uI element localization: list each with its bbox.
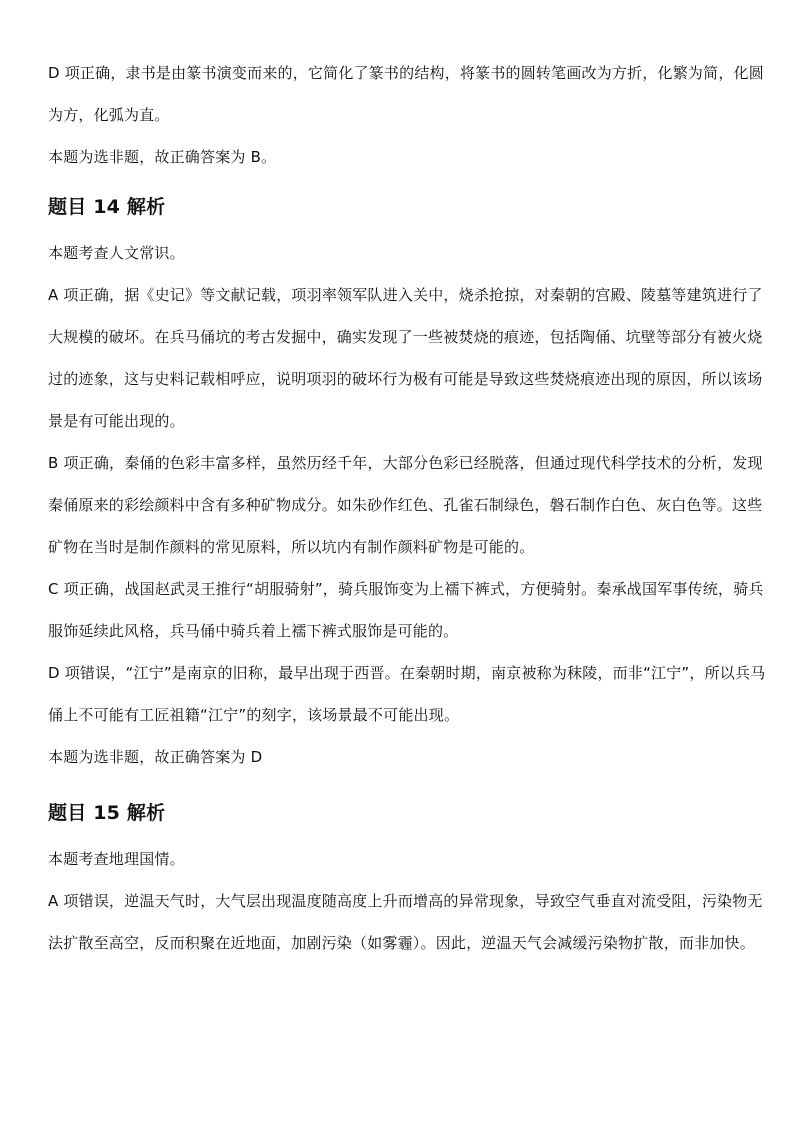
paragraph-answer-q13: 本题为选非题，故正确答案为 B。 (48, 148, 277, 166)
document-page (48, 52, 768, 964)
paragraph-option-d-q14: D 项错误，“江宁”是南京的旧称，最早出现于西晋。在秦朝时期，南京被称为秣陵，而非“江宁”，所以兵马俑上不可能有工匠祖籍“江宁”的刻字，该场景最不可能出现。 (48, 664, 766, 724)
paragraph-topic-q15: 本题考查地理国情。 (48, 850, 185, 868)
paragraph-option-c-q14: C 项正确，战国赵武灵王推行“胡服骑射”，骑兵服饰变为上襦下裤式，方便骑射。秦承战国军事传统，骑兵服饰延续此风格，兵马俑中骑兵着上襦下裤式服饰是可能的。 (48, 580, 764, 640)
paragraph-option-b-q14: B 项正确，秦俑的色彩丰富多样，虽然历经千年，大部分色彩已经脱落，但通过现代科学技术的分析，发现秦俑原来的彩绘颜料中含有多种矿物成分。如朱砂作红色、孔雀石制绿色，磐石制作白色、灰白色等。这些矿物在当时是制作颜料的常见原料，所以坑内有制作颜料矿物是可能的。 (48, 454, 763, 556)
heading-q15: 题目 15 解析 (48, 802, 166, 824)
paragraph-answer-q14: 本题为选非题，故正确答案为 D (48, 748, 263, 766)
heading-q14: 题目 14 解析 (48, 196, 166, 218)
paragraph-option-a-q14: A 项正确，据《史记》等文献记载，项羽率领军队进入关中，烧杀抢掠，对秦朝的宫殿、陵墓等建筑进行了大规模的破坏。在兵马俑坑的考古发掘中，确实发现了一些被焚烧的痕迹，包括陶俑、坑壁等部分有被火烧过的迹象，这与史料记载相呼应，说明项羽的破坏行为极有可能是导致这些焚烧痕迹出现的原因，所以该场景是有可能出现的。 (48, 286, 763, 430)
paragraph-topic-q14: 本题考查人文常识。 (48, 244, 185, 262)
paragraph-option-a-q15: A 项错误，逆温天气时，大气层出现温度随高度上升而增高的异常现象，导致空气垂直对流受阻，污染物无法扩散至高空，反而积聚在近地面，加剧污染（如雾霾）。因此，逆温天气会减缓污染物扩散，而非加快。 (48, 892, 763, 952)
paragraph-option-d-q13: D 项正确，隶书是由篆书演变而来的，它简化了篆书的结构，将篆书的圆转笔画改为方折，化繁为简，化圆为方，化弧为直。 (48, 64, 764, 124)
